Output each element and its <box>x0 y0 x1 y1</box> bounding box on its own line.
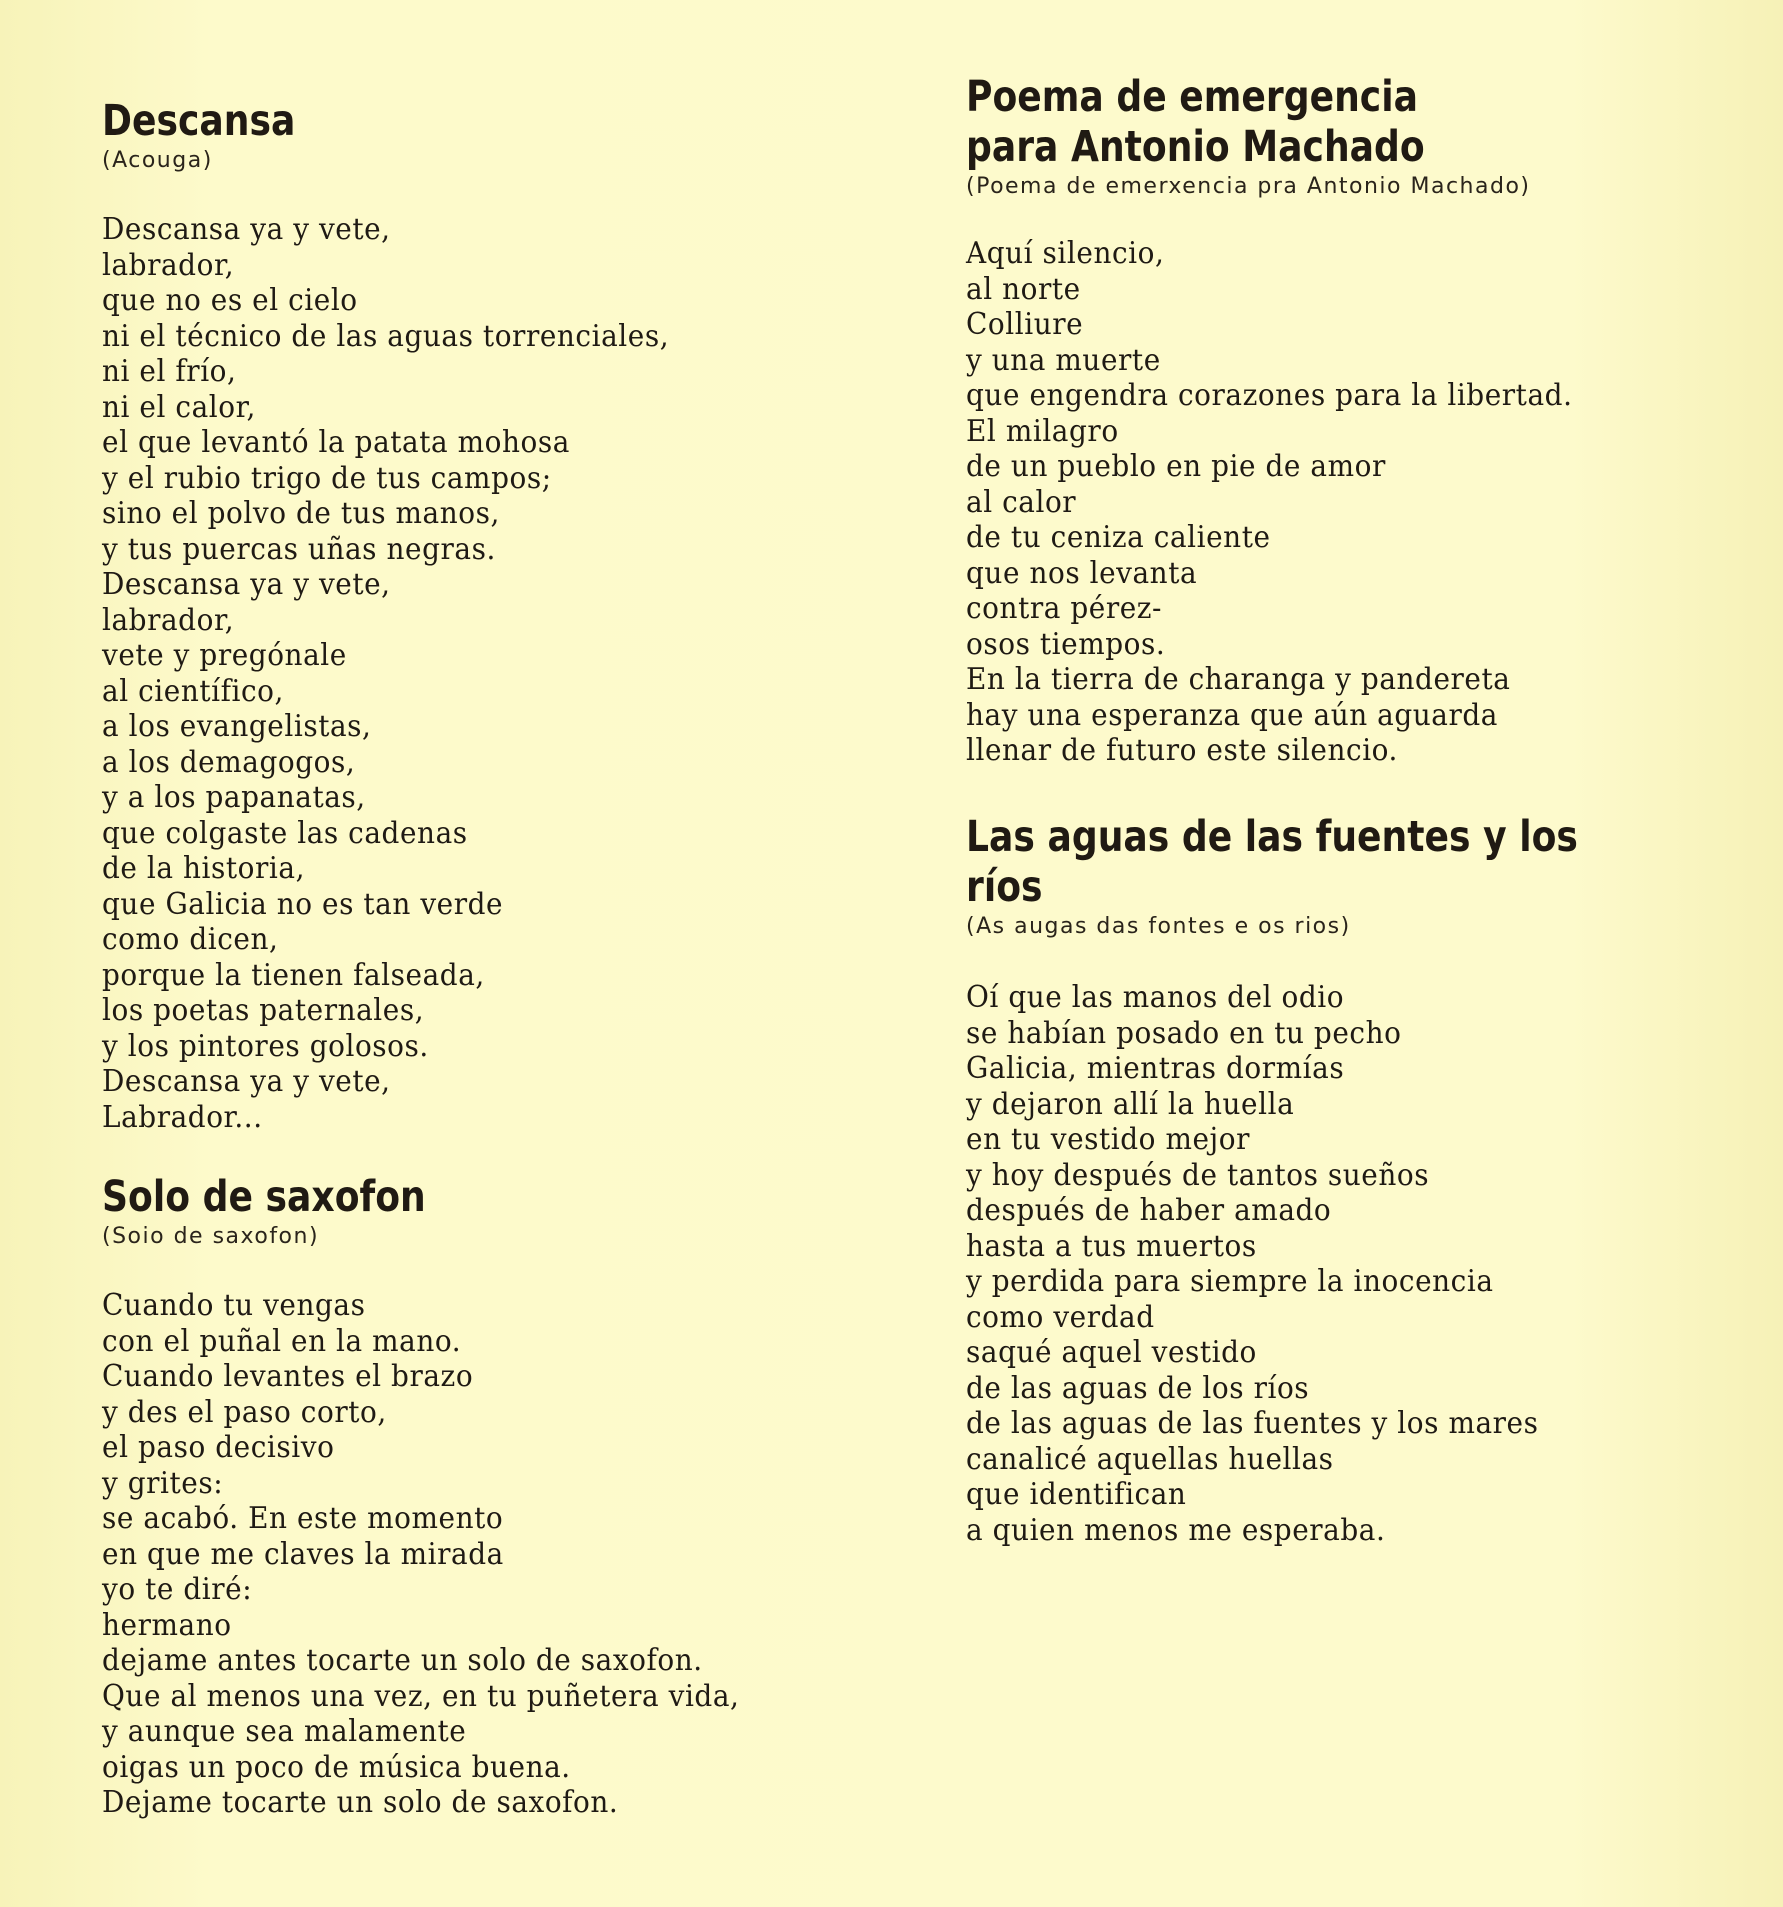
poem-line: de un pueblo en pie de amor <box>966 449 1386 484</box>
poem-line: al científico, <box>102 673 284 709</box>
poem-line: llenar de futuro este silencio. <box>966 733 1398 768</box>
poem-line: ni el calor, <box>102 389 256 425</box>
poem-line: que no es el cielo <box>102 283 358 318</box>
poem-title <box>966 72 1604 172</box>
poem-solo-de-saxofon <box>102 1172 822 1821</box>
poem-las-aguas <box>966 812 1726 1548</box>
poem-line: de las aguas de las fuentes y los mares <box>966 1406 1539 1441</box>
poem-body <box>966 980 1726 1548</box>
poem-line: el paso decisivo <box>102 1430 335 1465</box>
poem-line: Descansa ya y vete, <box>102 212 391 247</box>
poem-line: que nos levanta <box>966 555 1198 591</box>
poem-line: se acabó. En este momento <box>102 1501 504 1536</box>
poem-line: a los evangelistas, <box>102 709 372 744</box>
poem-line: oigas un poco de música buena. <box>102 1749 571 1785</box>
poem-line: ni el frío, <box>102 354 237 389</box>
poem-line: y los pintores golosos. <box>102 1028 429 1064</box>
poem-line: a los demagogos, <box>102 744 356 780</box>
poem-subtitle: (As augas das fontes e os rios) <box>966 914 1351 939</box>
poem-body <box>102 212 822 1135</box>
poem-line: de tu ceniza caliente <box>966 520 1271 555</box>
poem-line: en tu vestido mejor <box>966 1122 1251 1157</box>
poem-line: y hoy después de tantos sueños <box>966 1157 1430 1193</box>
poem-body <box>966 236 1726 769</box>
poem-title: Las aguas de las fuentes y los ríos <box>966 812 1578 912</box>
poem-title-line-2: para Antonio Machado <box>966 122 1425 172</box>
poem-line: de la historia, <box>102 851 306 886</box>
poem-line: al norte <box>966 271 1081 307</box>
poem-descansa <box>102 96 822 1135</box>
poem-line: En la tierra de charanga y pandereta <box>966 662 1511 697</box>
poem-machado <box>966 72 1726 769</box>
poem-line: y des el paso corto, <box>102 1394 387 1430</box>
poem-line: y a los papanatas, <box>102 780 366 815</box>
poem-line: y aunque sea malamente <box>102 1714 467 1749</box>
poem-line: como verdad <box>966 1299 1155 1335</box>
poem-line: labrador, <box>102 247 235 283</box>
poem-line: sino el polvo de tus manos, <box>102 496 500 531</box>
poem-line: Colliure <box>966 307 1084 342</box>
poem-line: yo te diré: <box>102 1572 253 1607</box>
poem-body <box>102 1288 822 1821</box>
poem-line: el que levantó la patata mohosa <box>102 425 570 460</box>
poem-line: en que me claves la mirada <box>102 1536 504 1572</box>
poem-line: de las aguas de los ríos <box>966 1370 1310 1406</box>
poem-line: Que al menos una vez, en tu puñetera vida, <box>102 1678 740 1714</box>
poem-line: como dicen, <box>102 922 279 957</box>
poem-subtitle: (Soio de saxofon) <box>102 1224 320 1249</box>
poem-line: El milagro <box>966 413 1119 449</box>
poem-subtitle: (Acouga) <box>102 148 213 173</box>
poem-line: al calor <box>966 484 1077 520</box>
poem-line: Cuando levantes el brazo <box>102 1359 474 1394</box>
poem-line: Descansa ya y vete, <box>102 1064 391 1099</box>
poem-line: y perdida para siempre la inocencia <box>966 1264 1494 1299</box>
poem-line: y dejaron allí la huella <box>966 1086 1295 1122</box>
poem-line: saqué aquel vestido <box>966 1335 1257 1370</box>
poem-line: Dejame tocarte un solo de saxofon. <box>102 1785 619 1820</box>
poem-line: ni el técnico de las aguas torrenciales, <box>102 318 670 354</box>
poem-line: que colgaste las cadenas <box>102 815 468 851</box>
poem-line: dejame antes tocarte un solo de saxofon. <box>102 1643 703 1678</box>
poem-line: se habían posado en tu pecho <box>966 1015 1402 1051</box>
poem-line: hermano <box>102 1607 232 1643</box>
poem-title: Solo de saxofon <box>102 1172 426 1222</box>
poem-title: Descansa <box>102 96 296 146</box>
poem-line: Descansa ya y vete, <box>102 567 391 602</box>
poem-line: labrador, <box>102 602 235 638</box>
poem-subtitle: (Poema de emerxencia pra Antonio Machado) <box>966 174 1531 199</box>
poem-line: hay una esperanza que aún aguarda <box>966 697 1499 733</box>
poem-line: y el rubio trigo de tus campos; <box>102 460 552 496</box>
poem-line: Cuando tu vengas <box>102 1288 366 1323</box>
poem-line: que engendra corazones para la libertad. <box>966 378 1573 413</box>
poem-line: y una muerte <box>966 342 1161 378</box>
poem-line: después de haber amado <box>966 1193 1332 1228</box>
poem-line: con el puñal en la mano. <box>102 1323 462 1359</box>
poem-line: vete y pregónale <box>102 638 347 673</box>
poem-line: a quien menos me esperaba. <box>966 1512 1386 1548</box>
poem-line: Oí que las manos del odio <box>966 980 1345 1015</box>
poem-line: los poetas paternales, <box>102 993 425 1028</box>
poem-line: porque la tienen falseada, <box>102 957 485 993</box>
poem-line: Aquí silencio, <box>966 236 1165 271</box>
poem-line: y grites: <box>102 1465 224 1501</box>
poem-line: osos tiempos. <box>966 626 1166 662</box>
poem-line: que identifican <box>966 1477 1187 1512</box>
poem-line: Labrador... <box>102 1099 263 1135</box>
poem-line: Galicia, mientras dormías <box>966 1051 1345 1086</box>
poem-line: que Galicia no es tan verde <box>102 886 504 922</box>
poem-title-line-1: Poema de emergencia <box>966 72 1418 122</box>
poem-line: contra pérez- <box>966 591 1163 626</box>
poem-line: canalicé aquellas huellas <box>966 1441 1334 1477</box>
poem-line: hasta a tus muertos <box>966 1228 1257 1264</box>
poem-line: y tus puercas uñas negras. <box>102 531 496 567</box>
